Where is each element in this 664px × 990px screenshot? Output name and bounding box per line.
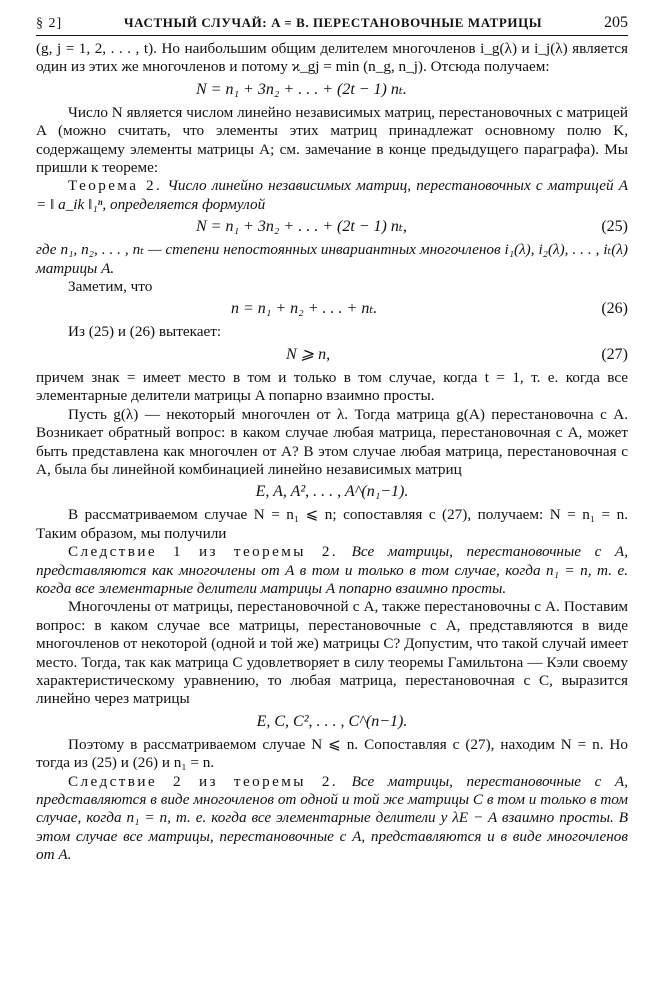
formula-powers-A (36, 482, 628, 502)
formula-26-body: n = n₁ + n₂ + . . . + nₜ. (231, 300, 378, 318)
paragraph-equality: причем знак = имеет место в том и только в том случае, когда t = 1, т. е. когда все элементарные делители матрицы A попарно взаимно просты. (36, 368, 628, 405)
paragraph-question: Многочлены от матрицы, перестановочной с A, также перестановочны с A. Поставим вопрос: в каком случае все матрицы, перестановочные с A, представляются в виде многочленов от некоторой (одной и той же) матрицы C? Допустим, что такой случай имеет место. Тогда, так как матрица C удовлетворяет в силу теоремы Гамильтона — Кэли своему характеристическому уравнению, то любая матрица, перестановочная с C, выразится линейно через матрицы (36, 598, 628, 708)
theorem-2-text: Число линейно независимых матриц, перестановочных с матрицей A = ‖ a_ik ‖₁ⁿ, определяется формулой (36, 177, 628, 213)
formula-25 (36, 217, 628, 237)
formula-powers-A-body: E, A, A², . . . , A^(n₁−1). (255, 483, 409, 501)
corollary-1 (36, 543, 628, 598)
paragraph-polynomial: Пусть g(λ) — некоторый многочлен от λ. Тогда матрица g(A) перестановочна с A. Возникает обратный вопрос: в каком случае любая матрица, перестановочная с A, может быть представлена как многочлен от A? В этом случае любая матрица, перестановочная с A, была бы линейной комбинацией линейно независимых матриц (36, 405, 628, 478)
book-page (36, 14, 628, 865)
formula-25-body: N = n₁ + 3n₂ + . . . + (2t − 1) nₜ, (196, 218, 407, 236)
corollary-2-label: Следствие 2 из теоремы 2. (68, 772, 339, 790)
corollary-1-text: Все матрицы, перестановочные с A, представляются как многочлены от A в том и только в том случае, когда n₁ = n, т. е. когда все элементарные делители матрицы A попарно взаимно просты. (36, 543, 629, 597)
formula-N-body: N = n₁ + 3n₂ + . . . + (2t − 1) nₜ. (196, 80, 407, 98)
paragraph-case: В рассматриваемом случае N = n₁ ⩽ n; сопоставляя с (27), получаем: N = n₁ = n. Таким образом, мы получили (36, 506, 628, 542)
theorem-2 (36, 177, 628, 214)
running-header (36, 14, 628, 36)
formula-27 (36, 345, 628, 365)
formula-27-tag: (27) (601, 345, 628, 363)
formula-27-body: N ⩾ n, (286, 345, 331, 363)
paragraph-number-N: Число N является числом линейно независимых матриц, перестановочных с матрицей A (можно считать, что элементы этих матриц принадлежат основному полю K, содержащему элементы матрицы A; см. замечание в конце предыдущего параграфа). Мы пришли к теореме: (36, 103, 628, 177)
header-title: ЧАСТНЫЙ СЛУЧАЙ: A = B. ПЕРЕСТАНОВОЧНЫЕ МАТРИЦЫ (124, 15, 543, 30)
formula-25-tag: (25) (601, 218, 628, 236)
paragraph-follows: Из (25) и (26) вытекает: (68, 323, 222, 341)
formula-N (36, 80, 628, 100)
formula-powers-C-body: E, C, C², . . . , C^(n−1). (256, 712, 408, 730)
formula-powers-C (36, 712, 628, 732)
corollary-2-text: Все матрицы, перестановочные с A, представляются в виде многочленов от одной и той же матрицы C в том и только в том случае, когда n₁ = n, т. е. когда все элементарные делители у λE − A взаимно просты. В этом случае все матрицы, перестановочные с A, представляются и в виде многочленов от A. (36, 772, 629, 864)
formula-26 (36, 299, 628, 319)
theorem-2-continuation: где n₁, n₂, . . . , nₜ — степени непостоянных инвариантных многочленов i₁(λ), i₂(λ), . . . , iₜ(λ) матрицы A. (36, 241, 628, 277)
header-section: § 2] (36, 16, 63, 31)
paragraph-continuation: (g, j = 1, 2, . . . , t). Но наибольшим общим делителем многочленов i_g(λ) и i_j(λ) является один из этих же многочленов и потому ϰ_gj = min (n_g, n_j). Отсюда получаем: (36, 40, 628, 76)
formula-26-tag: (26) (601, 300, 628, 318)
paragraph-therefore: Поэтому в рассматриваемом случае N ⩽ n. Сопоставляя с (27), находим N = n. Но тогда из (25) и (26) и n₁ = n. (36, 735, 628, 772)
corollary-1-label: Следствие 1 из теоремы 2. (68, 543, 339, 561)
page-number: 205 (604, 14, 628, 31)
corollary-2 (36, 773, 628, 865)
paragraph-note: Заметим, что (68, 278, 153, 296)
theorem-2-label: Теорема 2. (68, 177, 163, 195)
